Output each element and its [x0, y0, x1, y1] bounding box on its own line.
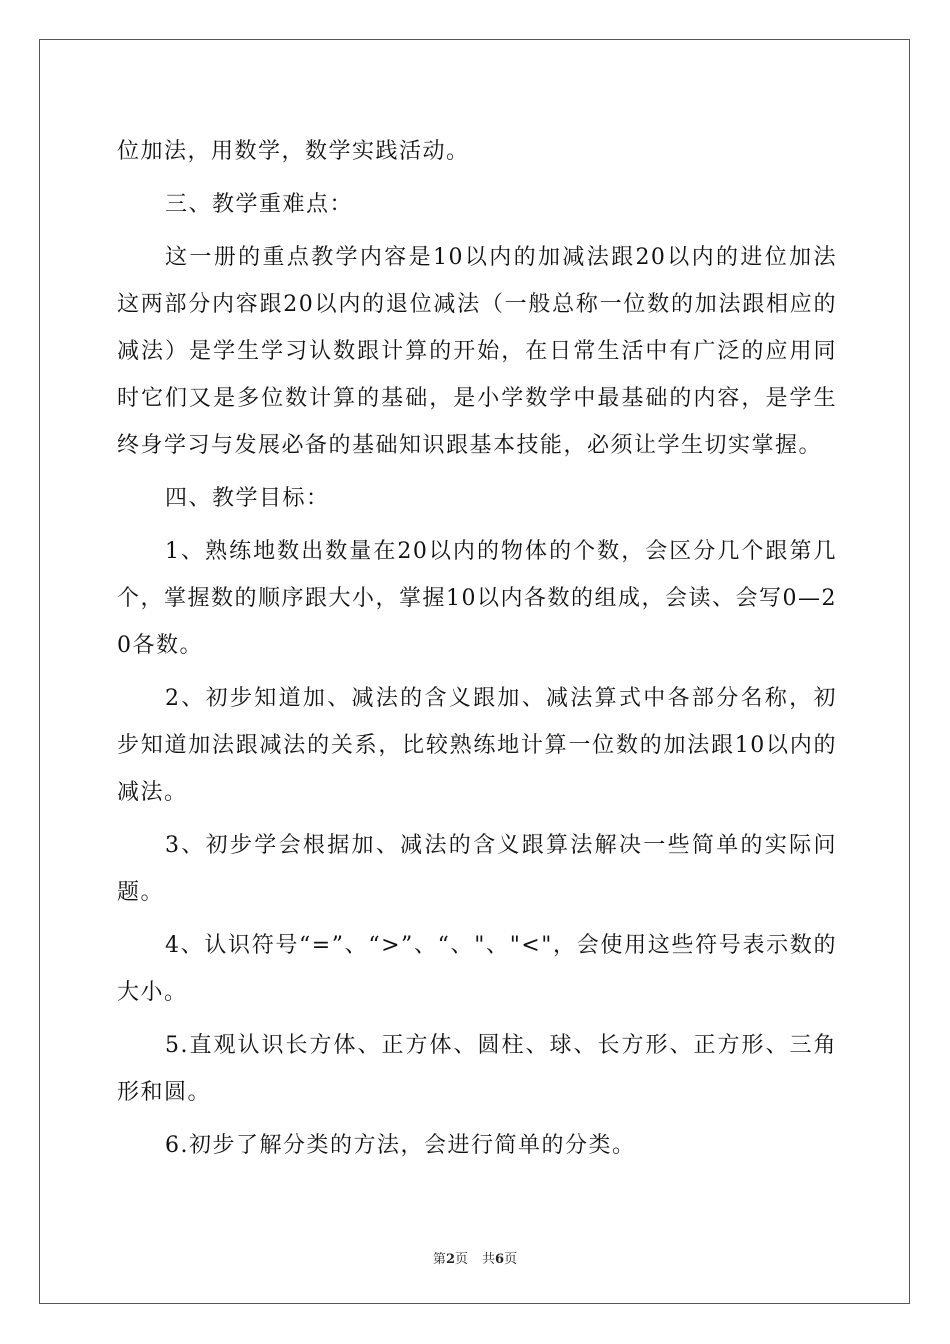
footer-total-prefix: 共 [482, 1252, 496, 1267]
objective-item-3: 3、初步学会根据加、减法的含义跟算法解决一些简单的实际问题。 [117, 833, 837, 905]
objective-item-5: 5.直观认识长方体、正方体、圆柱、球、长方形、正方形、三角形和圆。 [117, 1033, 837, 1105]
objective-item-2: 2、初步知道加、减法的含义跟加、减法算式中各部分名称，初步知道加法跟减法的关系，比较熟练地计算一位数的加法跟10以内的减法。 [117, 686, 837, 805]
section-heading-objectives: 四、教学目标： [165, 486, 330, 511]
footer-total-suffix: 页 [504, 1252, 518, 1267]
footer-page-prefix: 第 [432, 1252, 446, 1267]
paragraph-key-points: 这一册的重点教学内容是10以内的加减法跟20以内的进位加法这两部分内容跟20以内的退位减法（一般总称一位数的加法跟相应的减法）是学生学习认数跟计算的开始，在日常生活中有广泛的应用同时它们又是多位数计算的基础，是小学数学中最基础的内容，是学生终身学习与发展必备的基础知识跟基本技能，必须让学生切实掌握。 [117, 245, 837, 458]
paragraph-continuation: 位加法，用数学，数学实践活动。 [117, 139, 470, 164]
footer-page-suffix: 页 [454, 1252, 468, 1267]
objective-item-1: 1、熟练地数出数量在20以内的物体的个数，会区分几个跟第几个，掌握数的顺序跟大小，掌握10以内各数的组成，会读、会写0—20各数。 [117, 539, 837, 658]
section-heading-key-points: 三、教学重难点： [165, 192, 354, 217]
objective-item-4: 4、认识符号“=”、“>”、“、"、"<"，会使用这些符号表示数的大小。 [117, 933, 837, 1005]
footer-page-number: 2 [445, 1252, 455, 1267]
footer-total-pages: 6 [495, 1252, 505, 1267]
page-footer [0, 1248, 950, 1267]
document-body [117, 128, 837, 1169]
objective-item-6: 6.初步了解分类的方法，会进行简单的分类。 [165, 1133, 636, 1158]
